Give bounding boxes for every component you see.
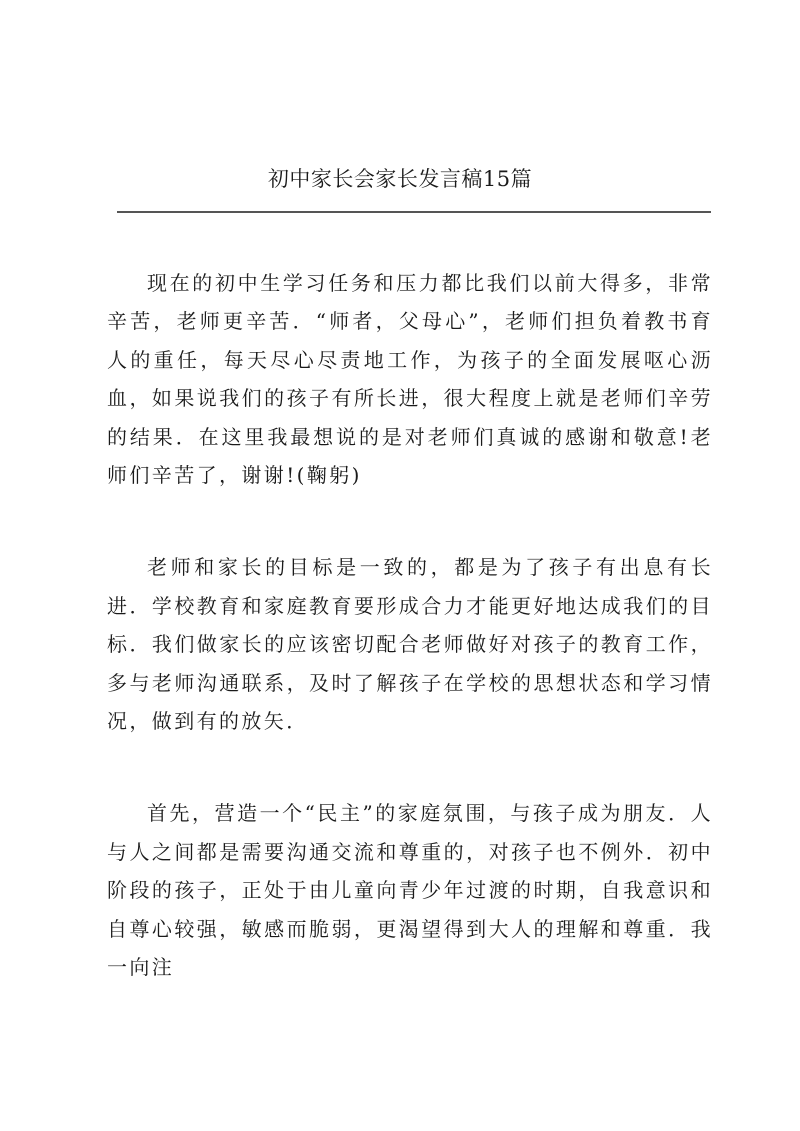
title-divider <box>117 211 711 213</box>
paragraph-shared-goals: 老师和家长的目标是一致的，都是为了孩子有出息有长进．学校教育和家庭教育要形成合力才能更好地达成我们的目标．我们做家长的应该密切配合老师做好对孩子的教育工作，多与老师沟通联系，及时了解孩子在学校的思想状态和学习情况，做到有的放矢． <box>107 555 713 734</box>
document-body <box>107 264 713 987</box>
paragraph-democratic-family: 首先，营造一个“民主”的家庭氛围，与孩子成为朋友．人与人之间都是需要沟通交流和尊重的，对孩子也不例外．初中阶段的孩子，正处于由儿童向青少年过渡的时期，自我意识和自尊心较强，敏感而脆弱，更渴望得到大人的理解和尊重．我一向注 <box>107 801 713 980</box>
page-title: 初中家长会家长发言稿15篇 <box>267 167 533 191</box>
paragraph-gratitude: 现在的初中生学习任务和压力都比我们以前大得多，非常辛苦，老师更辛苦．“师者，父母心”，老师们担负着教书育人的重任，每天尽心尽责地工作，为孩子的全面发展呕心沥血，如果说我们的孩子有所长进，很大程度上就是老师们辛劳的结果．在这里我最想说的是对老师们真诚的感谢和敬意!老师们辛苦了，谢谢!(鞠躬) <box>107 271 713 488</box>
